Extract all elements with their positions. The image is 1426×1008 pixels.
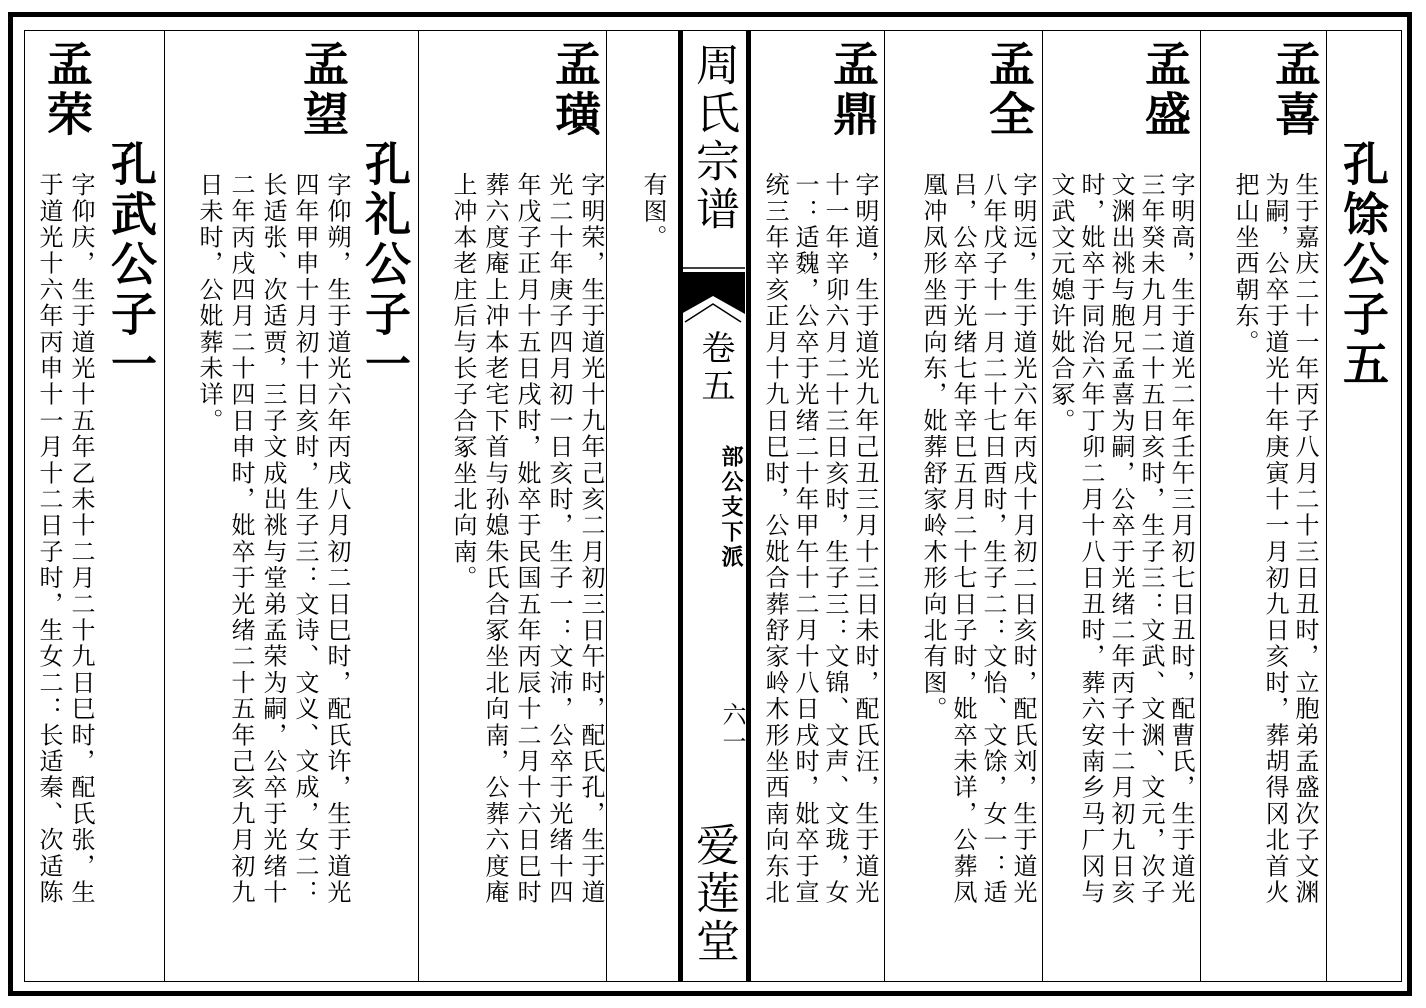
branch-label: 部公支下派	[718, 445, 744, 570]
entry-line: 十一年辛卯六月二十三日亥时，生子三：文锦、文声、文珑，女	[821, 172, 849, 906]
entry-line: 日未时，公妣葬未详。	[195, 172, 223, 434]
entry-line: 年戊子正月十五日戌时，妣卒于民国五年丙辰十二月十六日巳时	[513, 172, 541, 906]
column-divider	[1042, 30, 1043, 982]
entry-line: 为嗣，公卒于道光十年庚寅十一月初九日亥时，葬胡得冈北首火	[1261, 172, 1289, 906]
entry-line: 八年戊子十一月二十七日酉时，生子二：文怡、文馀，女一：适	[979, 172, 1007, 906]
entry-line: 一：适魏，公卒于光绪二十年甲午十二月十八日戌时，妣卒于宣	[791, 172, 819, 906]
entry-name: 孟全	[982, 40, 1036, 140]
entry-line: 四年甲申十月初十日亥时，生子三：文诗、文义、文成，女二：	[291, 172, 319, 906]
entry-name: 孟喜	[1268, 40, 1322, 140]
column-divider	[1326, 30, 1327, 982]
entry-line: 二年丙戌四月二十四日申时，妣卒于光绪二十五年己亥九月初九	[227, 172, 255, 906]
section-heading: 孔武公子一	[104, 140, 158, 390]
entry-line: 把山坐西朝东。	[1231, 172, 1259, 356]
entry-line: 字仰庆，生于道光十五年乙未十二月二十九日巳时，配氏张，生	[67, 172, 95, 906]
section-heading: 孔礼公子一	[358, 140, 412, 390]
column-divider	[418, 30, 419, 982]
entry-name: 孟盛	[1138, 40, 1192, 140]
entry-line: 吕，公卒于光绪七年辛巳五月二十七日子时，妣卒未详，公葬凤	[949, 172, 977, 906]
column-divider	[606, 30, 607, 982]
entry-line: 上冲本老庄后与长子合冢坐北向南。	[449, 172, 477, 592]
column-divider	[1200, 30, 1201, 982]
column-divider	[884, 30, 885, 982]
spine-border-left	[678, 30, 683, 982]
entry-name: 孟望	[296, 40, 350, 140]
genealogy-title: 周氏宗谱	[688, 42, 739, 234]
volume-label: 卷五	[695, 330, 735, 406]
entry-name: 孟鼎	[826, 40, 880, 140]
entry-line: 统三年辛亥正月十九日巳时，公妣合葬舒家岭木形坐西南向东北	[761, 172, 789, 906]
continuation-text: 有图。	[639, 172, 667, 251]
section-heading: 孔馀公子五	[1336, 140, 1390, 390]
entry-line: 字明道，生于道光九年己丑三月十三日未时，配氏汪，生于道光	[851, 172, 879, 906]
entry-name: 孟荣	[40, 40, 94, 140]
entry-line: 凰冲凤形坐西向东，妣葬舒家岭木形向北有图。	[919, 172, 947, 723]
entry-line: 葬六度庵上冲本老宅下首与孙媳朱氏合冢坐北向南，公葬六度庵	[481, 172, 509, 906]
entry-line: 于道光十六年丙申十一月十二日子时，生女二：长适秦、次适陈	[35, 172, 63, 906]
entry-line: 字仰朔，生于道光六年丙戌八月初二日巳时，配氏许，生于道光	[323, 172, 351, 906]
entry-line: 字明远，生于道光六年丙戌十月初二日亥时，配氏刘，生于道光	[1009, 172, 1037, 906]
entry-line: 文渊出祧与胞兄孟喜为嗣，公卒于光绪二年丙子十二月初九日亥	[1107, 172, 1135, 906]
entry-line: 三年癸未九月二十五日亥时，生子三：文武、文渊、文元，次子	[1137, 172, 1165, 906]
entry-line: 时，妣卒于同治六年丁卯二月十八日丑时，葬六安南乡马厂冈与	[1077, 172, 1105, 906]
hall-name: 爱莲堂	[688, 822, 739, 966]
entry-line: 文武文元媳许妣合冢。	[1047, 172, 1075, 434]
spine-fishtail-ornament	[681, 266, 745, 336]
page-number: 六一	[718, 702, 746, 756]
entry-line: 长适张、次适贾，三子文成出祧与堂弟孟荣为嗣，公卒于光绪十	[259, 172, 287, 906]
entry-line: 字明高，生于道光二年壬午三月初七日丑时，配曹氏，生于道光	[1167, 172, 1195, 906]
spine-border-right	[746, 30, 751, 982]
entry-line: 生于嘉庆二十一年丙子八月二十三日丑时，立胞弟孟盛次子文渊	[1291, 172, 1319, 906]
column-divider	[164, 30, 165, 982]
entry-name: 孟璜	[548, 40, 602, 140]
entry-line: 光二十年庚子四月初一日亥时，生子一：文沛，公卒于光绪十四	[545, 172, 573, 906]
entry-line: 字明荣，生于道光十九年己亥二月初三日午时，配氏孔，生于道	[577, 172, 605, 906]
